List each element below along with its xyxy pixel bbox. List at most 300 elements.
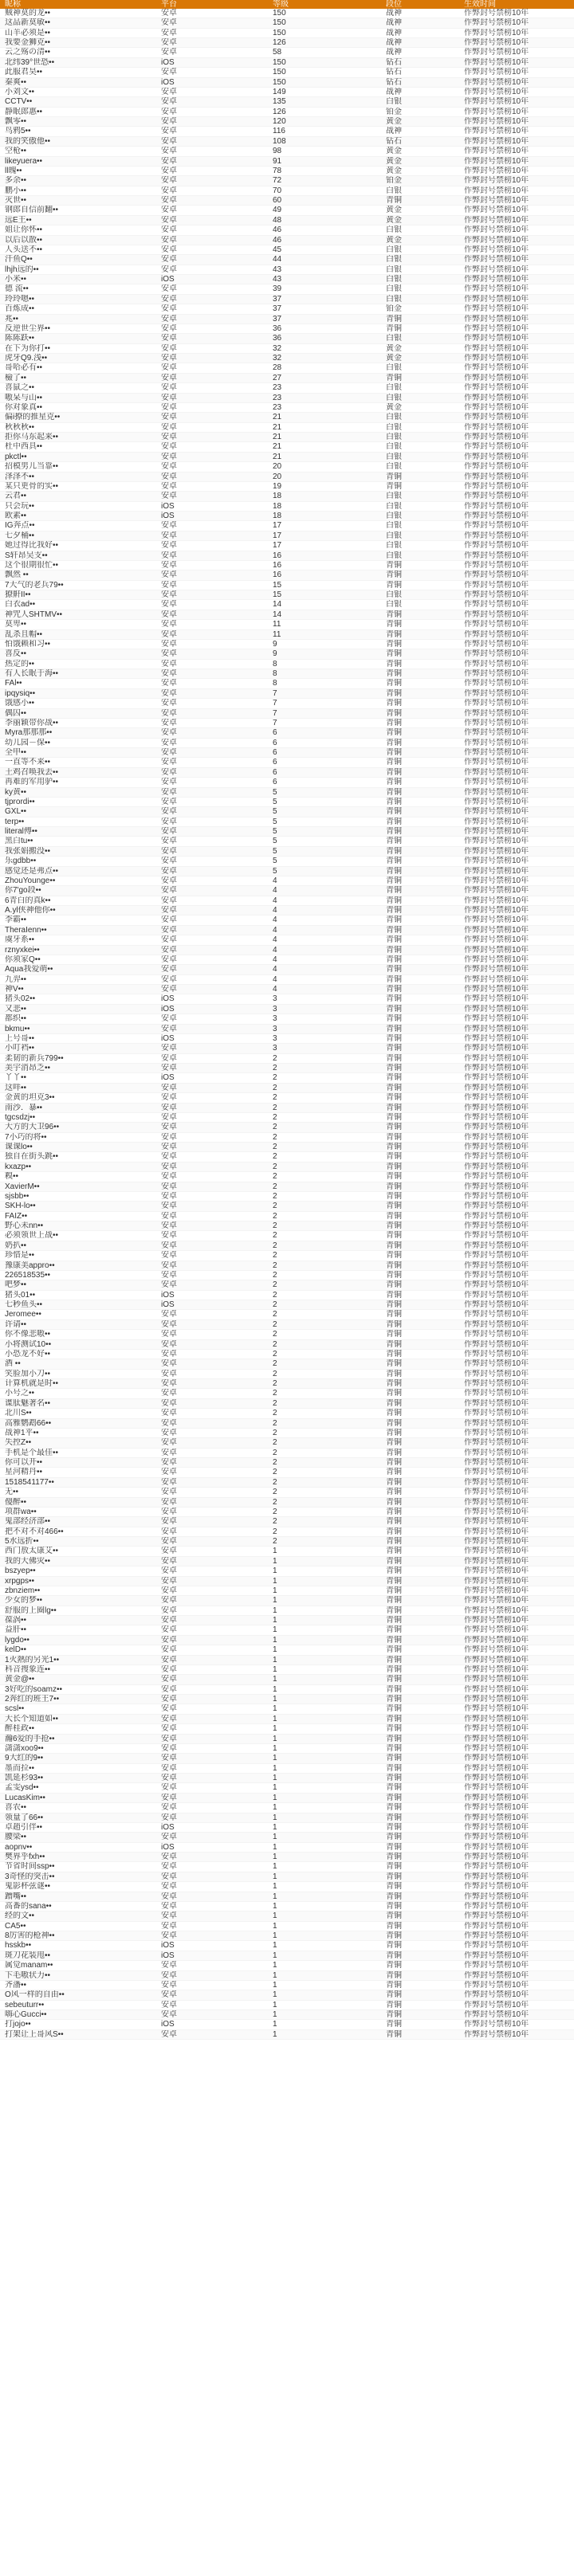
level-cell: 1	[268, 2010, 381, 2020]
player-name-cell: 静眠郎惠••	[0, 107, 156, 116]
tier-cell: 战神	[381, 127, 459, 136]
table-row	[0, 1931, 574, 1941]
player-name-cell: zbnziem••	[0, 1586, 156, 1595]
platform-cell: 安卓	[156, 620, 268, 629]
level-cell: 1	[268, 1547, 381, 1556]
effective-time-cell: 作弊封号禁榜10年	[459, 147, 574, 156]
table-row	[0, 1547, 574, 1556]
effective-time-cell: 作弊封号禁榜10年	[459, 77, 574, 87]
table-row	[0, 1882, 574, 1892]
table-row	[0, 1664, 574, 1674]
platform-cell: 安卓	[156, 402, 268, 412]
effective-time-cell: 作弊封号禁榜10年	[459, 1280, 574, 1290]
tier-cell: 青铜	[381, 570, 459, 580]
platform-cell: 安卓	[156, 235, 268, 245]
player-name-cell: 感觉还是弗点••	[0, 866, 156, 876]
table-row	[0, 1853, 574, 1862]
platform-cell: 安卓	[156, 1221, 268, 1231]
player-name-cell: 北川S••	[0, 1409, 156, 1418]
platform-cell: iOS	[156, 77, 268, 87]
effective-time-cell: 作弊封号禁榜10年	[459, 965, 574, 974]
tier-cell: 青铜	[381, 1132, 459, 1142]
level-cell: 45	[268, 245, 381, 254]
effective-time-cell: 作弊封号禁榜10年	[459, 1339, 574, 1349]
table-row	[0, 521, 574, 531]
table-row	[0, 255, 574, 265]
level-cell: 2	[268, 1497, 381, 1507]
tier-cell: 青铜	[381, 846, 459, 856]
table-row	[0, 1359, 574, 1369]
platform-cell: 安卓	[156, 1241, 268, 1250]
player-name-cell: 山羊必须是••	[0, 28, 156, 37]
effective-time-cell: 作弊封号禁榜10年	[459, 304, 574, 314]
table-row	[0, 136, 574, 146]
effective-time-cell: 作弊封号禁榜10年	[459, 945, 574, 955]
platform-cell: 安卓	[156, 629, 268, 639]
level-cell: 4	[268, 965, 381, 974]
player-name-cell: 2奔红的班王7••	[0, 1695, 156, 1704]
header-name: 昵称	[0, 0, 156, 9]
table-row	[0, 1300, 574, 1310]
player-name-cell: kxazp••	[0, 1162, 156, 1171]
effective-time-cell: 作弊封号禁榜10年	[459, 1359, 574, 1369]
tier-cell: 青铜	[381, 1556, 459, 1566]
level-cell: 2	[268, 1438, 381, 1448]
tier-cell: 青铜	[381, 817, 459, 826]
player-name-cell: FAl••	[0, 679, 156, 688]
player-name-cell: bkmu••	[0, 1024, 156, 1033]
player-name-cell: 都织••	[0, 1014, 156, 1024]
platform-cell: 安卓	[156, 925, 268, 935]
platform-cell: 安卓	[156, 728, 268, 738]
player-name-cell: 属觉manam••	[0, 1961, 156, 1970]
platform-cell: 安卓	[156, 1556, 268, 1566]
effective-time-cell: 作弊封号禁榜10年	[459, 767, 574, 777]
level-cell: 1	[268, 1734, 381, 1743]
tier-cell: 白银	[381, 541, 459, 551]
level-cell: 2	[268, 1349, 381, 1359]
table-row	[0, 1033, 574, 1043]
level-cell: 1	[268, 1833, 381, 1842]
tier-cell: 青铜	[381, 1261, 459, 1270]
table-row	[0, 9, 574, 18]
level-cell: 1	[268, 2020, 381, 2029]
player-name-cell: 欧素••	[0, 512, 156, 521]
platform-cell: iOS	[156, 1033, 268, 1043]
level-cell: 36	[268, 334, 381, 343]
player-name-cell: 节省时间ssp••	[0, 1862, 156, 1872]
effective-time-cell: 作弊封号禁榜10年	[459, 1911, 574, 1921]
tier-cell: 青铜	[381, 1349, 459, 1359]
level-cell: 2	[268, 1527, 381, 1536]
tier-cell: 青铜	[381, 1892, 459, 1901]
platform-cell: 安卓	[156, 1734, 268, 1743]
tier-cell: 青铜	[381, 916, 459, 925]
tier-cell: 青铜	[381, 1319, 459, 1329]
effective-time-cell: 作弊封号禁榜10年	[459, 136, 574, 146]
table-row	[0, 837, 574, 846]
effective-time-cell: 作弊封号禁榜10年	[459, 1695, 574, 1704]
player-name-cell: 醉桂政••	[0, 1724, 156, 1734]
player-name-cell: likeyuera••	[0, 156, 156, 166]
platform-cell: 安卓	[156, 1862, 268, 1872]
platform-cell: 安卓	[156, 688, 268, 698]
platform-cell: iOS	[156, 1300, 268, 1310]
level-cell: 2	[268, 1310, 381, 1319]
level-cell: 2	[268, 1290, 381, 1300]
player-name-cell: 1518541177••	[0, 1477, 156, 1487]
tier-cell: 青铜	[381, 778, 459, 787]
player-name-cell: 九羿••	[0, 974, 156, 984]
tier-cell: 青铜	[381, 1162, 459, 1171]
level-cell: 2	[268, 1143, 381, 1152]
level-cell: 2	[268, 1369, 381, 1378]
platform-cell: 安卓	[156, 590, 268, 600]
platform-cell: iOS	[156, 57, 268, 67]
tier-cell: 青铜	[381, 797, 459, 806]
level-cell: 150	[268, 57, 381, 67]
platform-cell: 安卓	[156, 323, 268, 333]
platform-cell: iOS	[156, 1073, 268, 1083]
effective-time-cell: 作弊封号禁榜10年	[459, 1319, 574, 1329]
tier-cell: 白银	[381, 245, 459, 254]
level-cell: 2	[268, 1507, 381, 1516]
platform-cell: 安卓	[156, 225, 268, 235]
effective-time-cell: 作弊封号禁榜10年	[459, 797, 574, 806]
effective-time-cell: 作弊封号禁榜10年	[459, 314, 574, 323]
table-row	[0, 68, 574, 77]
table-row	[0, 797, 574, 806]
tier-cell: 青铜	[381, 1418, 459, 1428]
table-row	[0, 1369, 574, 1378]
platform-cell: 安卓	[156, 639, 268, 649]
table-row	[0, 1398, 574, 1408]
effective-time-cell: 作弊封号禁榜10年	[459, 275, 574, 284]
table-row	[0, 1606, 574, 1615]
effective-time-cell: 作弊封号禁榜10年	[459, 1921, 574, 1931]
level-cell: 2	[268, 1280, 381, 1290]
effective-time-cell: 作弊封号禁榜10年	[459, 1754, 574, 1763]
table-row	[0, 1409, 574, 1418]
level-cell: 1	[268, 1724, 381, 1734]
effective-time-cell: 作弊封号禁榜10年	[459, 166, 574, 175]
platform-cell: 安卓	[156, 521, 268, 531]
platform-cell: iOS	[156, 501, 268, 511]
player-name-cell: 打架让上哥风S••	[0, 2029, 156, 2039]
table-row	[0, 1734, 574, 1743]
table-row	[0, 896, 574, 905]
player-name-cell: 腰梁••	[0, 1833, 156, 1842]
level-cell: 2	[268, 1172, 381, 1182]
effective-time-cell: 作弊封号禁榜10年	[459, 1152, 574, 1162]
platform-cell: 安卓	[156, 48, 268, 57]
table-body	[0, 9, 574, 2040]
tier-cell: 青铜	[381, 1497, 459, 1507]
player-name-cell: 以后以散••	[0, 235, 156, 245]
table-row	[0, 1556, 574, 1566]
effective-time-cell: 作弊封号禁榜10年	[459, 1606, 574, 1615]
platform-cell: 安卓	[156, 1596, 268, 1606]
tier-cell: 青铜	[381, 837, 459, 846]
table-row	[0, 442, 574, 452]
table-row	[0, 1064, 574, 1073]
effective-time-cell: 作弊封号禁榜10年	[459, 1635, 574, 1645]
table-row	[0, 1339, 574, 1349]
table-row	[0, 1044, 574, 1053]
table-row	[0, 1123, 574, 1132]
effective-time-cell: 作弊封号禁榜10年	[459, 620, 574, 629]
level-cell: 18	[268, 501, 381, 511]
platform-cell: 安卓	[156, 876, 268, 885]
tier-cell: 青铜	[381, 787, 459, 797]
table-row	[0, 501, 574, 511]
player-name-cell: 又悲••	[0, 1004, 156, 1014]
effective-time-cell: 作弊封号禁榜10年	[459, 1724, 574, 1734]
player-name-cell: ipqysiq••	[0, 688, 156, 698]
effective-time-cell: 作弊封号禁榜10年	[459, 1073, 574, 1083]
level-cell: 1	[268, 1951, 381, 1960]
platform-cell: 安卓	[156, 1921, 268, 1931]
effective-time-cell: 作弊封号禁榜10年	[459, 1349, 574, 1359]
table-row	[0, 1635, 574, 1645]
player-name-cell: 我张娟搬没••	[0, 846, 156, 856]
level-cell: 2	[268, 1448, 381, 1457]
tier-cell: 青铜	[381, 945, 459, 955]
platform-cell: 安卓	[156, 1083, 268, 1092]
tier-cell: 青铜	[381, 1182, 459, 1191]
table-row	[0, 117, 574, 127]
effective-time-cell: 作弊封号禁榜10年	[459, 2020, 574, 2029]
player-name-cell: 德 流••	[0, 284, 156, 294]
player-name-cell: 黄金@••	[0, 1675, 156, 1684]
tier-cell: 青铜	[381, 1241, 459, 1250]
effective-time-cell: 作弊封号禁榜10年	[459, 827, 574, 837]
level-cell: 116	[268, 127, 381, 136]
table-row	[0, 1132, 574, 1142]
tier-cell: 青铜	[381, 1448, 459, 1457]
tier-cell: 钻石	[381, 77, 459, 87]
platform-cell: 安卓	[156, 284, 268, 294]
player-name-cell: TheraIenn••	[0, 925, 156, 935]
effective-time-cell: 作弊封号禁榜10年	[459, 1398, 574, 1408]
platform-cell: 安卓	[156, 1675, 268, 1684]
effective-time-cell: 作弊封号禁榜10年	[459, 176, 574, 186]
header-row	[0, 0, 574, 9]
tier-cell: 青铜	[381, 1409, 459, 1418]
tier-cell: 钻石	[381, 57, 459, 67]
level-cell: 2	[268, 1359, 381, 1369]
player-name-cell: 把不对不对466••	[0, 1527, 156, 1536]
table-row	[0, 945, 574, 955]
platform-cell: 安卓	[156, 1892, 268, 1901]
player-name-cell: 李霸••	[0, 916, 156, 925]
level-cell: 126	[268, 38, 381, 48]
platform-cell: 安卓	[156, 1793, 268, 1802]
table-row	[0, 2000, 574, 2009]
level-cell: 2	[268, 1211, 381, 1221]
platform-cell: 安卓	[156, 1379, 268, 1389]
level-cell: 21	[268, 413, 381, 422]
tier-cell: 白银	[381, 433, 459, 442]
platform-cell: 安卓	[156, 1488, 268, 1497]
effective-time-cell: 作弊封号禁榜10年	[459, 1379, 574, 1389]
level-cell: 1	[268, 1813, 381, 1822]
level-cell: 2	[268, 1261, 381, 1270]
level-cell: 5	[268, 807, 381, 817]
tier-cell: 青铜	[381, 1763, 459, 1773]
platform-cell: 安卓	[156, 1566, 268, 1576]
effective-time-cell: 作弊封号禁榜10年	[459, 1803, 574, 1813]
player-name-cell: 某只更骨的实••	[0, 481, 156, 491]
tier-cell: 青铜	[381, 688, 459, 698]
level-cell: 2	[268, 1191, 381, 1201]
tier-cell: 白银	[381, 512, 459, 521]
effective-time-cell: 作弊封号禁榜10年	[459, 1853, 574, 1862]
effective-time-cell: 作弊封号禁榜10年	[459, 1241, 574, 1250]
player-name-cell: 虎牙Q9.浅••	[0, 354, 156, 363]
effective-time-cell: 作弊封号禁榜10年	[459, 1093, 574, 1103]
tier-cell: 战神	[381, 38, 459, 48]
effective-time-cell: 作弊封号禁榜10年	[459, 127, 574, 136]
player-name-cell: 谍肽魅著名••	[0, 1398, 156, 1408]
platform-cell: 安卓	[156, 1202, 268, 1211]
player-name-cell: 灭世••	[0, 196, 156, 206]
table-row	[0, 708, 574, 718]
platform-cell: 安卓	[156, 334, 268, 343]
tier-cell: 青铜	[381, 1290, 459, 1300]
tier-cell: 黄金	[381, 402, 459, 412]
level-cell: 21	[268, 422, 381, 432]
level-cell: 4	[268, 985, 381, 994]
level-cell: 1	[268, 1695, 381, 1704]
level-cell: 6	[268, 728, 381, 738]
level-cell: 15	[268, 590, 381, 600]
level-cell: 17	[268, 521, 381, 531]
tier-cell: 青铜	[381, 1596, 459, 1606]
level-cell: 19	[268, 481, 381, 491]
effective-time-cell: 作弊封号禁榜10年	[459, 107, 574, 116]
level-cell: 1	[268, 1635, 381, 1645]
platform-cell: 安卓	[156, 1398, 268, 1408]
tier-cell: 青铜	[381, 1517, 459, 1527]
platform-cell: 安卓	[156, 767, 268, 777]
platform-cell: 安卓	[156, 1251, 268, 1261]
effective-time-cell: 作弊封号禁榜10年	[459, 807, 574, 817]
level-cell: 2	[268, 1152, 381, 1162]
tier-cell: 青铜	[381, 1566, 459, 1576]
player-name-cell: 偏i撩的推星克••	[0, 413, 156, 422]
player-name-cell: lygdo••	[0, 1635, 156, 1645]
tier-cell: 青铜	[381, 1980, 459, 1990]
effective-time-cell: 作弊封号禁榜10年	[459, 1231, 574, 1241]
table-row	[0, 245, 574, 254]
effective-time-cell: 作弊封号禁榜10年	[459, 679, 574, 688]
tier-cell: 青铜	[381, 1704, 459, 1714]
tier-cell: 青铜	[381, 1734, 459, 1743]
player-name-cell: 你须家Q••	[0, 955, 156, 964]
platform-cell: 安卓	[156, 117, 268, 127]
player-name-cell: 小刘文••	[0, 87, 156, 96]
tier-cell: 青铜	[381, 196, 459, 206]
table-row	[0, 2010, 574, 2020]
table-row	[0, 1774, 574, 1783]
platform-cell: 安卓	[156, 1103, 268, 1112]
tier-cell: 青铜	[381, 629, 459, 639]
table-row	[0, 1537, 574, 1547]
tier-cell: 青铜	[381, 1853, 459, 1862]
player-name-cell: ll魄••	[0, 166, 156, 175]
table-row	[0, 1310, 574, 1319]
effective-time-cell: 作弊封号禁榜10年	[459, 1064, 574, 1073]
player-name-cell: 乱杀且帽••	[0, 629, 156, 639]
effective-time-cell: 作弊封号禁榜10年	[459, 1872, 574, 1881]
platform-cell: 安卓	[156, 1635, 268, 1645]
table-row	[0, 807, 574, 817]
player-name-cell: 汗鱼Q••	[0, 255, 156, 265]
table-row	[0, 265, 574, 274]
tier-cell: 白银	[381, 551, 459, 560]
effective-time-cell: 作弊封号禁榜10年	[459, 1132, 574, 1142]
level-cell: 1	[268, 1586, 381, 1595]
platform-cell: 安卓	[156, 906, 268, 916]
table-row	[0, 531, 574, 540]
table-row	[0, 1684, 574, 1694]
table-row	[0, 590, 574, 600]
level-cell: 4	[268, 935, 381, 945]
table-row	[0, 323, 574, 333]
platform-cell: 安卓	[156, 1428, 268, 1437]
platform-cell: 安卓	[156, 304, 268, 314]
tier-cell: 战神	[381, 48, 459, 57]
effective-time-cell: 作弊封号禁榜10年	[459, 284, 574, 294]
tier-cell: 黄金	[381, 215, 459, 225]
player-name-cell: 齐潘••	[0, 1980, 156, 1990]
effective-time-cell: 作弊封号禁榜10年	[459, 1655, 574, 1664]
tier-cell: 青铜	[381, 1093, 459, 1103]
tier-cell: 青铜	[381, 1507, 459, 1516]
platform-cell: 安卓	[156, 481, 268, 491]
effective-time-cell: 作弊封号禁榜10年	[459, 649, 574, 659]
level-cell: 16	[268, 570, 381, 580]
effective-time-cell: 作弊封号禁榜10年	[459, 1576, 574, 1586]
effective-time-cell: 作弊封号禁榜10年	[459, 1684, 574, 1694]
platform-cell: 安卓	[156, 1783, 268, 1793]
effective-time-cell: 作弊封号禁榜10年	[459, 1822, 574, 1832]
effective-time-cell: 作弊封号禁榜10年	[459, 383, 574, 393]
tier-cell: 青铜	[381, 807, 459, 817]
effective-time-cell: 作弊封号禁榜10年	[459, 935, 574, 945]
tier-cell: 青铜	[381, 925, 459, 935]
effective-time-cell: 作弊封号禁榜10年	[459, 1547, 574, 1556]
table-row	[0, 1270, 574, 1280]
platform-cell: 安卓	[156, 245, 268, 254]
player-name-cell: 飘零••	[0, 117, 156, 127]
table-row	[0, 393, 574, 402]
level-cell: 2	[268, 1319, 381, 1329]
player-name-cell: xrpgps••	[0, 1576, 156, 1586]
tier-cell: 青铜	[381, 1616, 459, 1625]
level-cell: 1	[268, 1842, 381, 1852]
level-cell: 98	[268, 147, 381, 156]
platform-cell: 安卓	[156, 1182, 268, 1191]
player-name-cell: hsskb••	[0, 1941, 156, 1951]
level-cell: 28	[268, 363, 381, 373]
table-row	[0, 925, 574, 935]
effective-time-cell: 作弊封号禁榜10年	[459, 1330, 574, 1339]
player-name-cell: 此服君昊••	[0, 68, 156, 77]
table-row	[0, 1566, 574, 1576]
table-row	[0, 620, 574, 629]
